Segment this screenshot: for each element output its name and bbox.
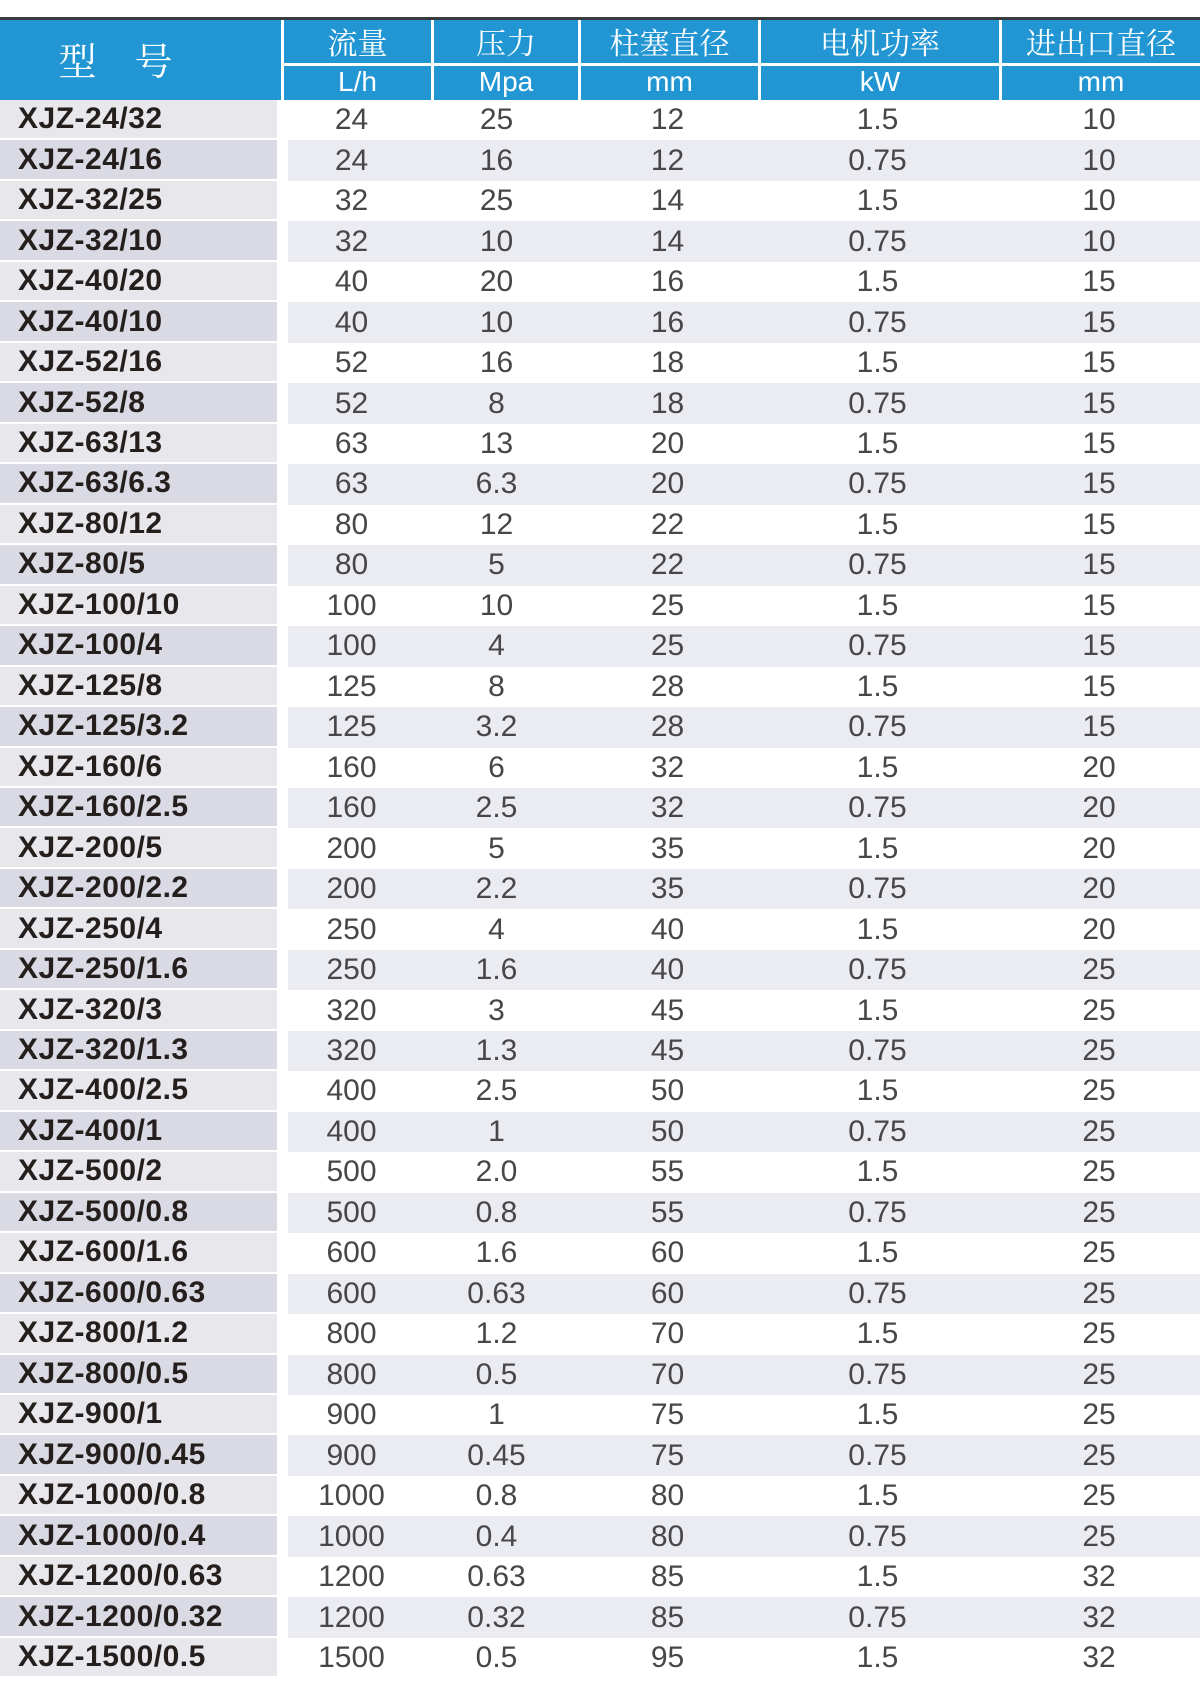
model-cell: XJZ-600/1.6 bbox=[0, 1233, 288, 1273]
pressure-cell: 6 bbox=[433, 748, 578, 788]
pressure-cell: 4 bbox=[433, 626, 578, 666]
flow-cell: 200 bbox=[288, 869, 433, 909]
plunger-diameter-cell: 22 bbox=[578, 545, 757, 585]
pressure-cell: 8 bbox=[433, 667, 578, 707]
motor-power-cell: 1.5 bbox=[757, 424, 998, 464]
port-diameter-cell: 25 bbox=[998, 1071, 1200, 1111]
pressure-cell: 2.2 bbox=[433, 869, 578, 909]
port-diameter-cell: 32 bbox=[998, 1557, 1200, 1597]
motor-power-cell: 1.5 bbox=[757, 667, 998, 707]
pressure-cell: 6.3 bbox=[433, 464, 578, 504]
plunger-diameter-cell: 28 bbox=[578, 707, 757, 747]
plunger-diameter-cell: 28 bbox=[578, 667, 757, 707]
model-cell: XJZ-1200/0.63 bbox=[0, 1557, 288, 1597]
port-diameter-cell: 25 bbox=[998, 1435, 1200, 1475]
port-diameter-cell: 20 bbox=[998, 828, 1200, 868]
model-cell: XJZ-125/8 bbox=[0, 667, 288, 707]
motor-power-cell: 0.75 bbox=[757, 302, 998, 342]
motor-power-cell: 1.5 bbox=[757, 1152, 998, 1192]
table-row bbox=[0, 909, 1200, 949]
plunger-diameter-cell: 60 bbox=[578, 1274, 757, 1314]
table-row bbox=[0, 748, 1200, 788]
pressure-cell: 1.3 bbox=[433, 1031, 578, 1071]
plunger-diameter-cell: 95 bbox=[578, 1638, 757, 1678]
plunger-diameter-cell: 45 bbox=[578, 1031, 757, 1071]
motor-power-cell: 0.75 bbox=[757, 626, 998, 666]
model-cell: XJZ-100/4 bbox=[0, 626, 288, 666]
plunger-diameter-cell: 18 bbox=[578, 383, 757, 423]
port-diameter-cell: 25 bbox=[998, 1193, 1200, 1233]
motor-power-cell: 0.75 bbox=[757, 1435, 998, 1475]
plunger-diameter-cell: 22 bbox=[578, 505, 757, 545]
flow-cell: 160 bbox=[288, 788, 433, 828]
pressure-cell: 10 bbox=[433, 302, 578, 342]
port-diameter-cell: 25 bbox=[998, 1314, 1200, 1354]
flow-cell: 320 bbox=[288, 990, 433, 1030]
model-cell: XJZ-24/16 bbox=[0, 140, 288, 180]
flow-cell: 600 bbox=[288, 1274, 433, 1314]
pressure-cell: 10 bbox=[433, 586, 578, 626]
table-row bbox=[0, 140, 1200, 180]
port-diameter-cell: 15 bbox=[998, 505, 1200, 545]
motor-power-cell: 1.5 bbox=[757, 1557, 998, 1597]
pressure-cell: 1.6 bbox=[433, 950, 578, 990]
flow-cell: 400 bbox=[288, 1071, 433, 1111]
model-cell: XJZ-32/25 bbox=[0, 181, 288, 221]
plunger-diameter-cell: 32 bbox=[578, 788, 757, 828]
motor-power-cell: 0.75 bbox=[757, 545, 998, 585]
port-diameter-cell: 20 bbox=[998, 788, 1200, 828]
table-row bbox=[0, 262, 1200, 302]
table-row bbox=[0, 464, 1200, 504]
motor-power-cell: 1.5 bbox=[757, 262, 998, 302]
motor-power-cell: 0.75 bbox=[757, 788, 998, 828]
table-row bbox=[0, 1435, 1200, 1475]
motor-power-cell: 1.5 bbox=[757, 1314, 998, 1354]
plunger-diameter-cell: 50 bbox=[578, 1112, 757, 1152]
model-cell: XJZ-600/0.63 bbox=[0, 1274, 288, 1314]
flow-cell: 32 bbox=[288, 221, 433, 261]
port-diameter-cell: 15 bbox=[998, 667, 1200, 707]
flow-cell: 1500 bbox=[288, 1638, 433, 1678]
pressure-cell: 0.63 bbox=[433, 1557, 578, 1597]
port-diameter-cell: 25 bbox=[998, 990, 1200, 1030]
flow-cell: 900 bbox=[288, 1435, 433, 1475]
pressure-cell: 25 bbox=[433, 100, 578, 140]
plunger-diameter-cell: 80 bbox=[578, 1476, 757, 1516]
table-header bbox=[0, 20, 1200, 100]
motor-power-cell: 0.75 bbox=[757, 1516, 998, 1556]
flow-cell: 900 bbox=[288, 1395, 433, 1435]
flow-cell: 80 bbox=[288, 545, 433, 585]
port-diameter-cell: 10 bbox=[998, 221, 1200, 261]
flow-cell: 24 bbox=[288, 100, 433, 140]
port-diameter-cell: 25 bbox=[998, 1355, 1200, 1395]
motor-power-cell: 1.5 bbox=[757, 505, 998, 545]
pressure-cell: 0.5 bbox=[433, 1355, 578, 1395]
model-cell: XJZ-52/16 bbox=[0, 343, 288, 383]
table-row bbox=[0, 1193, 1200, 1233]
motor-power-cell: 1.5 bbox=[757, 1233, 998, 1273]
port-diameter-cell: 15 bbox=[998, 545, 1200, 585]
flow-cell: 800 bbox=[288, 1355, 433, 1395]
port-diameter-cell: 25 bbox=[998, 1516, 1200, 1556]
plunger-diameter-cell: 32 bbox=[578, 748, 757, 788]
flow-cell: 100 bbox=[288, 586, 433, 626]
header-plunger-diameter-unit: mm bbox=[578, 66, 758, 100]
model-cell: XJZ-1200/0.32 bbox=[0, 1597, 288, 1637]
table-row bbox=[0, 950, 1200, 990]
model-cell: XJZ-250/4 bbox=[0, 909, 288, 949]
plunger-diameter-cell: 16 bbox=[578, 262, 757, 302]
plunger-diameter-cell: 16 bbox=[578, 302, 757, 342]
flow-cell: 40 bbox=[288, 302, 433, 342]
pressure-cell: 3.2 bbox=[433, 707, 578, 747]
port-diameter-cell: 20 bbox=[998, 748, 1200, 788]
flow-cell: 40 bbox=[288, 262, 433, 302]
model-cell: XJZ-400/2.5 bbox=[0, 1071, 288, 1111]
model-cell: XJZ-63/6.3 bbox=[0, 464, 288, 504]
header-flow-label: 流量 bbox=[281, 20, 431, 66]
flow-cell: 52 bbox=[288, 343, 433, 383]
pressure-cell: 0.45 bbox=[433, 1435, 578, 1475]
motor-power-cell: 0.75 bbox=[757, 950, 998, 990]
model-cell: XJZ-250/1.6 bbox=[0, 950, 288, 990]
model-cell: XJZ-900/1 bbox=[0, 1395, 288, 1435]
flow-cell: 200 bbox=[288, 828, 433, 868]
plunger-diameter-cell: 18 bbox=[578, 343, 757, 383]
pressure-cell: 0.8 bbox=[433, 1193, 578, 1233]
model-cell: XJZ-24/32 bbox=[0, 100, 288, 140]
pressure-cell: 4 bbox=[433, 909, 578, 949]
pressure-cell: 16 bbox=[433, 140, 578, 180]
pressure-cell: 0.5 bbox=[433, 1638, 578, 1678]
plunger-diameter-cell: 14 bbox=[578, 221, 757, 261]
port-diameter-cell: 15 bbox=[998, 383, 1200, 423]
flow-cell: 1000 bbox=[288, 1476, 433, 1516]
header-pressure-label: 压力 bbox=[431, 20, 578, 66]
flow-cell: 125 bbox=[288, 707, 433, 747]
table-row bbox=[0, 1112, 1200, 1152]
table-row bbox=[0, 586, 1200, 626]
plunger-diameter-cell: 85 bbox=[578, 1597, 757, 1637]
flow-cell: 500 bbox=[288, 1193, 433, 1233]
plunger-diameter-cell: 25 bbox=[578, 626, 757, 666]
port-diameter-cell: 15 bbox=[998, 626, 1200, 666]
flow-cell: 52 bbox=[288, 383, 433, 423]
model-cell: XJZ-32/10 bbox=[0, 221, 288, 261]
flow-cell: 320 bbox=[288, 1031, 433, 1071]
pressure-cell: 5 bbox=[433, 828, 578, 868]
motor-power-cell: 1.5 bbox=[757, 343, 998, 383]
port-diameter-cell: 10 bbox=[998, 140, 1200, 180]
port-diameter-cell: 15 bbox=[998, 424, 1200, 464]
pressure-cell: 1 bbox=[433, 1395, 578, 1435]
header-pressure-unit: Mpa bbox=[431, 66, 578, 100]
flow-cell: 24 bbox=[288, 140, 433, 180]
model-cell: XJZ-63/13 bbox=[0, 424, 288, 464]
model-cell: XJZ-800/0.5 bbox=[0, 1355, 288, 1395]
port-diameter-cell: 25 bbox=[998, 1112, 1200, 1152]
plunger-diameter-cell: 40 bbox=[578, 909, 757, 949]
table-row bbox=[0, 1152, 1200, 1192]
model-cell: XJZ-200/2.2 bbox=[0, 869, 288, 909]
table-row bbox=[0, 505, 1200, 545]
flow-cell: 400 bbox=[288, 1112, 433, 1152]
motor-power-cell: 0.75 bbox=[757, 383, 998, 423]
port-diameter-cell: 25 bbox=[998, 1476, 1200, 1516]
port-diameter-cell: 25 bbox=[998, 950, 1200, 990]
plunger-diameter-cell: 14 bbox=[578, 181, 757, 221]
table-row bbox=[0, 788, 1200, 828]
motor-power-cell: 0.75 bbox=[757, 1355, 998, 1395]
plunger-diameter-cell: 45 bbox=[578, 990, 757, 1030]
port-diameter-cell: 25 bbox=[998, 1031, 1200, 1071]
model-cell: XJZ-1000/0.4 bbox=[0, 1516, 288, 1556]
port-diameter-cell: 25 bbox=[998, 1274, 1200, 1314]
motor-power-cell: 1.5 bbox=[757, 909, 998, 949]
pressure-cell: 1 bbox=[433, 1112, 578, 1152]
table-row bbox=[0, 1597, 1200, 1637]
port-diameter-cell: 20 bbox=[998, 869, 1200, 909]
motor-power-cell: 1.5 bbox=[757, 828, 998, 868]
header-port-diameter-unit: mm bbox=[999, 66, 1200, 100]
flow-cell: 63 bbox=[288, 424, 433, 464]
table-row bbox=[0, 1314, 1200, 1354]
plunger-diameter-cell: 70 bbox=[578, 1355, 757, 1395]
port-diameter-cell: 32 bbox=[998, 1638, 1200, 1678]
motor-power-cell: 0.75 bbox=[757, 1193, 998, 1233]
port-diameter-cell: 32 bbox=[998, 1597, 1200, 1637]
flow-cell: 1200 bbox=[288, 1557, 433, 1597]
port-diameter-cell: 15 bbox=[998, 343, 1200, 383]
port-diameter-cell: 25 bbox=[998, 1395, 1200, 1435]
table-row bbox=[0, 221, 1200, 261]
flow-cell: 160 bbox=[288, 748, 433, 788]
model-cell: XJZ-100/10 bbox=[0, 586, 288, 626]
model-cell: XJZ-200/5 bbox=[0, 828, 288, 868]
table-row bbox=[0, 1233, 1200, 1273]
table-row bbox=[0, 626, 1200, 666]
model-cell: XJZ-52/8 bbox=[0, 383, 288, 423]
table-row bbox=[0, 1516, 1200, 1556]
flow-cell: 1000 bbox=[288, 1516, 433, 1556]
flow-cell: 600 bbox=[288, 1233, 433, 1273]
port-diameter-cell: 25 bbox=[998, 1233, 1200, 1273]
plunger-diameter-cell: 75 bbox=[578, 1435, 757, 1475]
header-model: 型 号 bbox=[58, 41, 173, 84]
pressure-cell: 8 bbox=[433, 383, 578, 423]
plunger-diameter-cell: 60 bbox=[578, 1233, 757, 1273]
flow-cell: 100 bbox=[288, 626, 433, 666]
plunger-diameter-cell: 55 bbox=[578, 1193, 757, 1233]
table-row bbox=[0, 1638, 1200, 1678]
model-cell: XJZ-40/20 bbox=[0, 262, 288, 302]
port-diameter-cell: 15 bbox=[998, 707, 1200, 747]
table-row bbox=[0, 1031, 1200, 1071]
flow-cell: 800 bbox=[288, 1314, 433, 1354]
plunger-diameter-cell: 40 bbox=[578, 950, 757, 990]
motor-power-cell: 1.5 bbox=[757, 1638, 998, 1678]
pressure-cell: 16 bbox=[433, 343, 578, 383]
header-port-diameter-label: 进出口直径 bbox=[999, 20, 1200, 66]
model-cell: XJZ-500/0.8 bbox=[0, 1193, 288, 1233]
plunger-diameter-cell: 35 bbox=[578, 869, 757, 909]
pressure-cell: 2.5 bbox=[433, 788, 578, 828]
plunger-diameter-cell: 50 bbox=[578, 1071, 757, 1111]
flow-cell: 250 bbox=[288, 909, 433, 949]
header-motor-power-unit: kW bbox=[758, 66, 999, 100]
motor-power-cell: 0.75 bbox=[757, 221, 998, 261]
motor-power-cell: 0.75 bbox=[757, 1112, 998, 1152]
model-cell: XJZ-1500/0.5 bbox=[0, 1638, 288, 1678]
table-row bbox=[0, 1476, 1200, 1516]
model-cell: XJZ-40/10 bbox=[0, 302, 288, 342]
table-row bbox=[0, 1557, 1200, 1597]
plunger-diameter-cell: 75 bbox=[578, 1395, 757, 1435]
table-row bbox=[0, 990, 1200, 1030]
motor-power-cell: 1.5 bbox=[757, 748, 998, 788]
motor-power-cell: 0.75 bbox=[757, 464, 998, 504]
motor-power-cell: 0.75 bbox=[757, 1031, 998, 1071]
pressure-cell: 0.32 bbox=[433, 1597, 578, 1637]
port-diameter-cell: 15 bbox=[998, 586, 1200, 626]
header-motor-power-label: 电机功率 bbox=[758, 20, 999, 66]
pressure-cell: 1.2 bbox=[433, 1314, 578, 1354]
port-diameter-cell: 10 bbox=[998, 181, 1200, 221]
plunger-diameter-cell: 12 bbox=[578, 140, 757, 180]
port-diameter-cell: 15 bbox=[998, 302, 1200, 342]
model-cell: XJZ-125/3.2 bbox=[0, 707, 288, 747]
model-cell: XJZ-160/2.5 bbox=[0, 788, 288, 828]
port-diameter-cell: 25 bbox=[998, 1152, 1200, 1192]
motor-power-cell: 0.75 bbox=[757, 707, 998, 747]
plunger-diameter-cell: 70 bbox=[578, 1314, 757, 1354]
plunger-diameter-cell: 20 bbox=[578, 424, 757, 464]
table-row bbox=[0, 302, 1200, 342]
table-row bbox=[0, 181, 1200, 221]
table-row bbox=[0, 869, 1200, 909]
port-diameter-cell: 20 bbox=[998, 909, 1200, 949]
flow-cell: 250 bbox=[288, 950, 433, 990]
plunger-diameter-cell: 25 bbox=[578, 586, 757, 626]
table-row bbox=[0, 343, 1200, 383]
motor-power-cell: 1.5 bbox=[757, 1395, 998, 1435]
plunger-diameter-cell: 55 bbox=[578, 1152, 757, 1192]
table-row bbox=[0, 1274, 1200, 1314]
plunger-diameter-cell: 12 bbox=[578, 100, 757, 140]
pressure-cell: 5 bbox=[433, 545, 578, 585]
motor-power-cell: 1.5 bbox=[757, 100, 998, 140]
model-cell: XJZ-500/2 bbox=[0, 1152, 288, 1192]
table-row bbox=[0, 100, 1200, 140]
port-diameter-cell: 10 bbox=[998, 100, 1200, 140]
motor-power-cell: 1.5 bbox=[757, 181, 998, 221]
pressure-cell: 0.8 bbox=[433, 1476, 578, 1516]
model-cell: XJZ-400/1 bbox=[0, 1112, 288, 1152]
pressure-cell: 13 bbox=[433, 424, 578, 464]
table-row bbox=[0, 424, 1200, 464]
model-cell: XJZ-80/5 bbox=[0, 545, 288, 585]
pressure-cell: 20 bbox=[433, 262, 578, 302]
header-flow-unit: L/h bbox=[281, 66, 431, 100]
model-cell: XJZ-1000/0.8 bbox=[0, 1476, 288, 1516]
pump-spec-table bbox=[0, 17, 1200, 1678]
table-row bbox=[0, 545, 1200, 585]
flow-cell: 125 bbox=[288, 667, 433, 707]
plunger-diameter-cell: 35 bbox=[578, 828, 757, 868]
model-cell: XJZ-800/1.2 bbox=[0, 1314, 288, 1354]
motor-power-cell: 0.75 bbox=[757, 140, 998, 180]
model-cell: XJZ-160/6 bbox=[0, 748, 288, 788]
model-cell: XJZ-320/3 bbox=[0, 990, 288, 1030]
port-diameter-cell: 15 bbox=[998, 262, 1200, 302]
header-plunger-diameter-label: 柱塞直径 bbox=[578, 20, 758, 66]
flow-cell: 80 bbox=[288, 505, 433, 545]
pressure-cell: 0.63 bbox=[433, 1274, 578, 1314]
plunger-diameter-cell: 20 bbox=[578, 464, 757, 504]
pressure-cell: 2.5 bbox=[433, 1071, 578, 1111]
pressure-cell: 2.0 bbox=[433, 1152, 578, 1192]
flow-cell: 500 bbox=[288, 1152, 433, 1192]
motor-power-cell: 0.75 bbox=[757, 1274, 998, 1314]
motor-power-cell: 1.5 bbox=[757, 1476, 998, 1516]
pressure-cell: 25 bbox=[433, 181, 578, 221]
table-row bbox=[0, 1395, 1200, 1435]
model-cell: XJZ-80/12 bbox=[0, 505, 288, 545]
pressure-cell: 12 bbox=[433, 505, 578, 545]
plunger-diameter-cell: 85 bbox=[578, 1557, 757, 1597]
table-row bbox=[0, 1071, 1200, 1111]
port-diameter-cell: 15 bbox=[998, 464, 1200, 504]
table-row bbox=[0, 1355, 1200, 1395]
table-body bbox=[0, 100, 1200, 1678]
model-cell: XJZ-900/0.45 bbox=[0, 1435, 288, 1475]
motor-power-cell: 1.5 bbox=[757, 586, 998, 626]
motor-power-cell: 0.75 bbox=[757, 869, 998, 909]
table-row bbox=[0, 707, 1200, 747]
pressure-cell: 3 bbox=[433, 990, 578, 1030]
table-row bbox=[0, 383, 1200, 423]
table-row bbox=[0, 667, 1200, 707]
flow-cell: 32 bbox=[288, 181, 433, 221]
model-cell: XJZ-320/1.3 bbox=[0, 1031, 288, 1071]
pressure-cell: 0.4 bbox=[433, 1516, 578, 1556]
flow-cell: 63 bbox=[288, 464, 433, 504]
flow-cell: 1200 bbox=[288, 1597, 433, 1637]
pressure-cell: 10 bbox=[433, 221, 578, 261]
motor-power-cell: 1.5 bbox=[757, 990, 998, 1030]
pressure-cell: 1.6 bbox=[433, 1233, 578, 1273]
motor-power-cell: 0.75 bbox=[757, 1597, 998, 1637]
plunger-diameter-cell: 80 bbox=[578, 1516, 757, 1556]
motor-power-cell: 1.5 bbox=[757, 1071, 998, 1111]
table-row bbox=[0, 828, 1200, 868]
